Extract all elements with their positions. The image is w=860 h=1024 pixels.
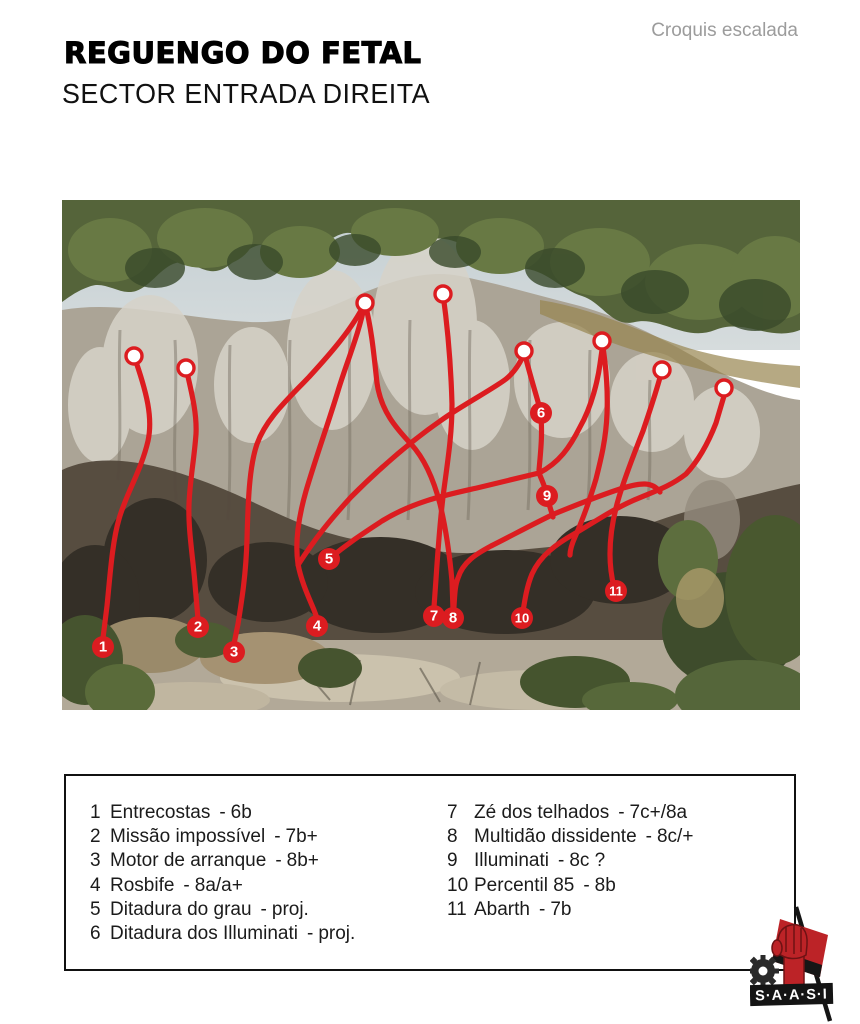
legend-num: 9: [447, 850, 458, 872]
anchor-point: [516, 343, 532, 359]
legend-name: Motor de arranque: [110, 850, 267, 872]
page-title: REGUENGO DO FETAL: [64, 36, 422, 70]
anchor-point: [178, 360, 194, 376]
route-badge-number-10: 10: [514, 610, 530, 626]
legend-num: 8: [447, 826, 458, 848]
legend-sep: -: [275, 850, 282, 872]
legend-row-7: [447, 801, 693, 825]
legend-row-3: [90, 849, 355, 873]
legend-grade: 8b+: [286, 850, 319, 872]
legend-name: Rosbife: [110, 874, 175, 896]
legend-name: Ditadura dos Illuminati: [110, 923, 298, 945]
legend-row-9: [447, 849, 693, 873]
legend-sep: -: [219, 802, 226, 823]
legend-name: Missão impossível: [110, 826, 266, 848]
legend-grade: 7c+/8a: [629, 802, 688, 823]
legend-grade: proj.: [271, 898, 309, 920]
anchor-point: [654, 362, 670, 378]
route-badge-number-8: 8: [448, 609, 458, 627]
legend-grade: 8b: [594, 874, 616, 896]
legend-row-11: [447, 898, 693, 922]
route-badge-number-7: 7: [429, 607, 439, 625]
legend-column-right: [447, 801, 693, 922]
route-badge-number-3: 3: [229, 643, 239, 661]
sector-subtitle: SECTOR ENTRADA DIREITA: [62, 78, 431, 109]
legend-num: 4: [90, 874, 101, 896]
legend-name: Entrecostas: [110, 802, 211, 823]
anchor-point: [126, 348, 142, 364]
legend-row-10: [447, 874, 693, 898]
legend-sep: -: [274, 826, 281, 848]
legend-row-4: [90, 874, 355, 898]
route-badge-number-5: 5: [324, 550, 334, 568]
legend-row-1: [90, 801, 355, 825]
route-badge-number-11: 11: [609, 583, 623, 599]
legend-sep: -: [557, 850, 565, 872]
legend-num: 6: [90, 923, 101, 945]
legend-sep: -: [260, 898, 267, 920]
route-badge-number-4: 4: [312, 617, 322, 635]
cliff-photo: [62, 200, 800, 710]
legend-grade: 7b: [550, 898, 572, 920]
logo-banner-text: S·A·A·S·I: [754, 986, 829, 1005]
cliff-painting: [62, 200, 800, 710]
legend-num: 5: [90, 898, 101, 920]
legend-row-6: [90, 922, 355, 946]
anchor-point: [716, 380, 732, 396]
legend-name: Zé dos telhados: [474, 802, 610, 823]
route-legend-box: [64, 774, 796, 971]
topo-overlay-svg: [62, 200, 800, 710]
legend-grade: 6b: [230, 802, 252, 823]
legend-grade: 8a/a+: [194, 874, 243, 896]
route-badge-number-9: 9: [542, 487, 552, 505]
legend-grade: 7b+: [285, 826, 318, 848]
legend-sep: -: [645, 826, 652, 848]
legend-sep: -: [583, 874, 590, 896]
legend-grade: 8c ?: [569, 850, 606, 872]
route-badge-number-2: 2: [193, 618, 203, 636]
anchor-point: [357, 295, 373, 311]
legend-num: 11: [447, 898, 467, 920]
legend-num: 7: [447, 802, 458, 823]
legend-grade: 8c/+: [656, 826, 694, 848]
legend-sep: -: [538, 898, 546, 920]
legend-name: Abarth: [474, 898, 530, 920]
route-badge-number-1: 1: [98, 638, 108, 656]
legend-sep: -: [306, 923, 314, 945]
anchor-point: [435, 286, 451, 302]
legend-num: 2: [90, 826, 101, 848]
legend-row-8: [447, 825, 693, 849]
logo-banner: [750, 983, 833, 1006]
legend-sep: -: [618, 802, 625, 823]
legend-row-5: [90, 898, 355, 922]
club-logo-graphic: [750, 903, 858, 1023]
legend-name: Illuminati: [474, 850, 549, 872]
legend-num: 3: [90, 850, 101, 872]
legend-num: 10: [447, 874, 469, 896]
gear-icon: [750, 955, 779, 987]
legend-name: Ditadura do grau: [110, 898, 252, 920]
route-badge-number-6: 6: [536, 404, 546, 422]
anchor-point: [594, 333, 610, 349]
club-logo: [750, 903, 858, 1023]
legend-name: Percentil 85: [474, 874, 575, 896]
legend-column-left: [90, 801, 355, 946]
legend-num: 1: [90, 802, 101, 823]
legend-sep: -: [183, 874, 190, 896]
legend-name: Multidão dissidente: [474, 826, 637, 848]
watermark-label: Croquis escalada: [651, 20, 798, 41]
legend-row-2: [90, 825, 355, 849]
legend-grade: proj.: [318, 923, 356, 945]
